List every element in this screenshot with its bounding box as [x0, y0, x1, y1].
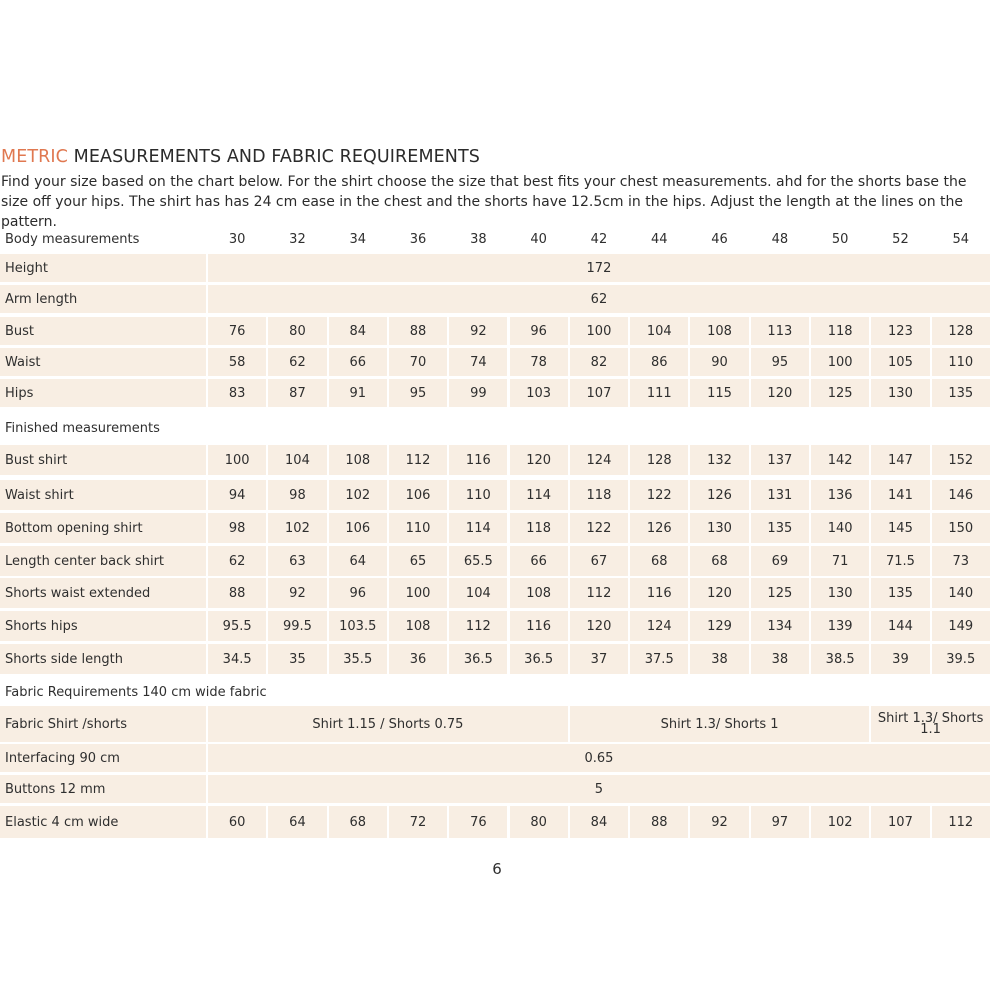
- table-cell: 96: [510, 317, 568, 345]
- table-cell: 65.5: [449, 546, 507, 576]
- table-cell: 83: [208, 379, 266, 407]
- table-cell: 66: [329, 348, 387, 376]
- row-label: Arm length: [0, 285, 206, 313]
- table-cell: 70: [389, 348, 447, 376]
- header-label: Body measurements: [5, 231, 140, 247]
- table-cell: 73: [932, 546, 990, 576]
- row-label: Bust shirt: [0, 445, 206, 475]
- table-cell: 112: [389, 445, 447, 475]
- table-cell: 34.5: [208, 644, 266, 674]
- table-cell: 38: [690, 644, 748, 674]
- size-header: 32: [289, 231, 306, 247]
- table-cell: 104: [630, 317, 688, 345]
- table-cell: 146: [932, 480, 990, 510]
- table-cell: 104: [449, 578, 507, 608]
- table-cell: 110: [932, 348, 990, 376]
- table-cell: 107: [570, 379, 628, 407]
- table-cell: 126: [630, 513, 688, 543]
- table-cell: 123: [871, 317, 929, 345]
- table-cell: 128: [932, 317, 990, 345]
- table-cell: 67: [570, 546, 628, 576]
- table-cell: 130: [811, 578, 869, 608]
- table-cell: 122: [630, 480, 688, 510]
- table-cell: 92: [268, 578, 326, 608]
- table-cell: 100: [570, 317, 628, 345]
- table-cell: 125: [811, 379, 869, 407]
- table-cell: 120: [510, 445, 568, 475]
- row-label: Waist: [0, 348, 206, 376]
- page-title: [1, 147, 480, 167]
- spanned-cell: 62: [208, 285, 990, 313]
- table-cell: 100: [208, 445, 266, 475]
- table-cell: 68: [630, 546, 688, 576]
- row-label: Buttons 12 mm: [0, 775, 206, 803]
- row-label: Shorts side length: [0, 644, 206, 674]
- table-cell: 145: [871, 513, 929, 543]
- size-header: 38: [470, 231, 487, 247]
- table-cell: 84: [570, 806, 628, 838]
- row-label: Shorts hips: [0, 611, 206, 641]
- size-header: 42: [590, 231, 608, 247]
- table-cell: 126: [690, 480, 748, 510]
- table-cell: 88: [208, 578, 266, 608]
- table-cell: 69: [751, 546, 809, 576]
- table-cell: 120: [690, 578, 748, 608]
- table-cell: 120: [570, 611, 628, 641]
- table-cell: 116: [510, 611, 568, 641]
- table-cell: 91: [329, 379, 387, 407]
- table-cell: 104: [268, 445, 326, 475]
- table-cell: 124: [570, 445, 628, 475]
- table-cell: 100: [389, 578, 447, 608]
- table-cell: 80: [268, 317, 326, 345]
- size-header: 50: [831, 231, 849, 247]
- table-cell: 66: [510, 546, 568, 576]
- table-cell: 90: [690, 348, 748, 376]
- title-accent: METRIC: [1, 147, 68, 167]
- table-cell: 95: [751, 348, 809, 376]
- table-cell: 112: [570, 578, 628, 608]
- table-cell: 110: [449, 480, 507, 510]
- table-cell: 114: [449, 513, 507, 543]
- table-cell: 130: [871, 379, 929, 407]
- page-number: 6: [492, 860, 502, 878]
- size-header: 44: [650, 231, 668, 247]
- table-cell: 125: [751, 578, 809, 608]
- table-cell: 63: [268, 546, 326, 576]
- table-cell: 115: [690, 379, 748, 407]
- spanned-cell: 172: [208, 254, 990, 282]
- table-cell: 62: [208, 546, 266, 576]
- table-cell: 152: [932, 445, 990, 475]
- table-cell: 97: [751, 806, 809, 838]
- table-cell: 149: [932, 611, 990, 641]
- table-cell: 58: [208, 348, 266, 376]
- table-cell: 150: [932, 513, 990, 543]
- table-cell: 65: [389, 546, 447, 576]
- section-label-fabric: Fabric Requirements 140 cm wide fabric: [5, 684, 267, 700]
- table-cell: 98: [268, 480, 326, 510]
- table-cell: 84: [329, 317, 387, 345]
- table-cell: 108: [510, 578, 568, 608]
- row-label: Hips: [0, 379, 206, 407]
- table-cell: 137: [751, 445, 809, 475]
- row-label: Elastic 4 cm wide: [0, 806, 206, 838]
- table-cell: 74: [449, 348, 507, 376]
- table-cell: 108: [329, 445, 387, 475]
- table-cell: 99: [449, 379, 507, 407]
- table-cell: 64: [329, 546, 387, 576]
- table-cell: 102: [811, 806, 869, 838]
- table-cell: 134: [751, 611, 809, 641]
- table-cell: 76: [208, 317, 266, 345]
- table-cell: 105: [871, 348, 929, 376]
- table-cell: 36: [389, 644, 447, 674]
- row-label: Shorts waist extended: [0, 578, 206, 608]
- table-cell: 142: [811, 445, 869, 475]
- table-cell: 87: [268, 379, 326, 407]
- table-cell: 124: [630, 611, 688, 641]
- table-cell: 106: [329, 513, 387, 543]
- size-header: 40: [530, 231, 547, 247]
- table-cell: 62: [268, 348, 326, 376]
- size-header: 46: [711, 231, 728, 247]
- table-cell: 118: [570, 480, 628, 510]
- table-cell: 60: [208, 806, 266, 838]
- table-cell: 71: [811, 546, 869, 576]
- table-cell: 92: [449, 317, 507, 345]
- table-cell: 108: [690, 317, 748, 345]
- table-cell: 100: [811, 348, 869, 376]
- table-cell: 35: [268, 644, 326, 674]
- table-cell: 129: [690, 611, 748, 641]
- table-cell: 147: [871, 445, 929, 475]
- table-cell: 71.5: [871, 546, 929, 576]
- spanned-cell: 0.65: [208, 744, 990, 772]
- table-cell: 98: [208, 513, 266, 543]
- table-cell: 68: [329, 806, 387, 838]
- table-cell: 144: [871, 611, 929, 641]
- table-cell: 135: [751, 513, 809, 543]
- table-cell: 103.5: [329, 611, 387, 641]
- table-cell: 39: [871, 644, 929, 674]
- table-cell: 113: [751, 317, 809, 345]
- table-cell: 128: [630, 445, 688, 475]
- table-cell: 116: [449, 445, 507, 475]
- table-cell: 76: [449, 806, 507, 838]
- table-cell: 103: [510, 379, 568, 407]
- table-cell: 102: [268, 513, 326, 543]
- group-cell: Shirt 1.15 / Shorts 0.75: [208, 706, 568, 742]
- table-cell: 106: [389, 480, 447, 510]
- table-cell: 82: [570, 348, 628, 376]
- size-header: 30: [228, 231, 246, 247]
- size-header: 36: [409, 231, 427, 247]
- table-cell: 130: [690, 513, 748, 543]
- row-label: Bust: [0, 317, 206, 345]
- intro-paragraph: Find your size based on the chart below. For the shirt choose the size that best fits your chest measurements. ahd for the shorts base the size off your hips. The shirt has has 24 cm ease in the chest and the shorts have 12.5cm in the hips. Adjust the length at the lines on the pattern.: [1, 174, 967, 230]
- table-cell: 122: [570, 513, 628, 543]
- table-cell: 110: [389, 513, 447, 543]
- table-cell: 80: [510, 806, 568, 838]
- table-cell: 94: [208, 480, 266, 510]
- table-cell: 72: [389, 806, 447, 838]
- table-cell: 86: [630, 348, 688, 376]
- table-cell: 95: [389, 379, 447, 407]
- row-label: Fabric Shirt /shorts: [0, 706, 206, 742]
- table-cell: 64: [268, 806, 326, 838]
- table-cell: 37: [570, 644, 628, 674]
- table-cell: 118: [510, 513, 568, 543]
- table-cell: 116: [630, 578, 688, 608]
- size-header: 48: [771, 231, 789, 247]
- table-cell: 108: [389, 611, 447, 641]
- table-cell: 112: [932, 806, 990, 838]
- table-cell: 112: [449, 611, 507, 641]
- table-cell: 114: [510, 480, 568, 510]
- spanned-cell: 5: [208, 775, 990, 803]
- table-cell: 99.5: [268, 611, 326, 641]
- table-cell: 38.5: [811, 644, 869, 674]
- table-cell: 92: [690, 806, 748, 838]
- table-cell: 95.5: [208, 611, 266, 641]
- table-cell: 78: [510, 348, 568, 376]
- size-header: 54: [952, 231, 970, 247]
- row-label: Bottom opening shirt: [0, 513, 206, 543]
- table-cell: 107: [871, 806, 929, 838]
- row-label: Waist shirt: [0, 480, 206, 510]
- table-cell: 131: [751, 480, 809, 510]
- table-cell: 88: [630, 806, 688, 838]
- table-cell: 68: [690, 546, 748, 576]
- size-header: 34: [349, 231, 367, 247]
- row-label: Length center back shirt: [0, 546, 206, 576]
- table-cell: 36.5: [510, 644, 568, 674]
- table-cell: 140: [811, 513, 869, 543]
- table-cell: 135: [932, 379, 990, 407]
- size-header: 52: [892, 231, 909, 247]
- table-cell: 102: [329, 480, 387, 510]
- table-cell: 37.5: [630, 644, 688, 674]
- row-label: Interfacing 90 cm: [0, 744, 206, 772]
- table-cell: 135: [871, 578, 929, 608]
- table-cell: 35.5: [329, 644, 387, 674]
- table-cell: 39.5: [932, 644, 990, 674]
- section-label-finished: Finished measurements: [5, 420, 160, 436]
- table-cell: 120: [751, 379, 809, 407]
- table-cell: 88: [389, 317, 447, 345]
- group-cell: Shirt 1.3/ Shorts 1: [570, 706, 870, 742]
- table-cell: 96: [329, 578, 387, 608]
- title-rest: MEASUREMENTS AND FABRIC REQUIREMENTS: [68, 147, 480, 167]
- table-cell: 118: [811, 317, 869, 345]
- group-cell: Shirt 1.3/ Shorts 1.1: [871, 706, 990, 742]
- table-cell: 141: [871, 480, 929, 510]
- table-cell: 136: [811, 480, 869, 510]
- table-cell: 38: [751, 644, 809, 674]
- table-cell: 111: [630, 379, 688, 407]
- row-label: Height: [0, 254, 206, 282]
- table-cell: 139: [811, 611, 869, 641]
- table-cell: 140: [932, 578, 990, 608]
- table-cell: 132: [690, 445, 748, 475]
- table-cell: 36.5: [449, 644, 507, 674]
